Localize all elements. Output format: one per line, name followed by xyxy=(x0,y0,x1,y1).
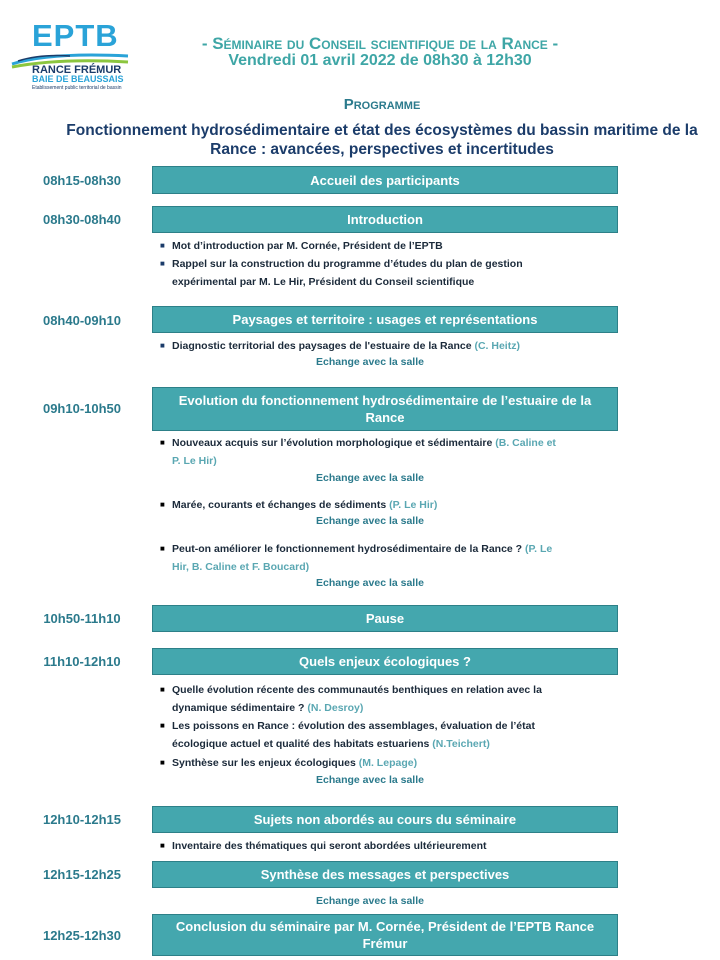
bullet-icon: ■ xyxy=(160,758,165,767)
seminar-title: - Séminaire du Conseil scientifique de la Rance - xyxy=(201,34,559,53)
session-time: 08h40-09h10 xyxy=(42,313,122,328)
session-time: 08h15-08h30 xyxy=(42,173,122,188)
bullet-icon: ■ xyxy=(160,341,165,350)
echange-label: Echange avec la salle xyxy=(316,472,424,484)
list-item-continuation: expérimental par M. Le Hir, Président du Conseil scientifique xyxy=(172,276,475,288)
session-time: 12h10-12h15 xyxy=(42,812,122,827)
list-item: ■ Synthèse sur les enjeux écologiques (M. Lepage) xyxy=(172,754,612,772)
list-item: ■ Marée, courants et échanges de sédiments (P. Le Hir) xyxy=(172,496,612,514)
list-item: ■ Quelle évolution récente des communautés benthiques en relation avec la xyxy=(172,681,612,699)
list-item: ■ Rappel sur la construction du programme d’études du plan de gestion xyxy=(172,255,602,273)
session-time: 10h50-11h10 xyxy=(43,611,121,626)
list-item-continuation: Hir, B. Caline et F. Boucard) xyxy=(172,561,310,573)
session-title-box: Accueil des participants xyxy=(152,166,618,194)
session-title-box: Pause xyxy=(152,605,618,632)
bullet-icon: ■ xyxy=(160,721,165,730)
list-item: ■ Inventaire des thématiques qui seront abordées ultérieurement xyxy=(172,837,612,855)
session-title-box: Introduction xyxy=(152,206,618,233)
session-time: 12h15-12h25 xyxy=(42,867,122,882)
list-item: ■ Peut-on améliorer le fonctionnement hydrosédimentaire de la Rance ? (P. Le xyxy=(172,540,617,558)
session-time: 12h25-12h30 xyxy=(42,928,122,943)
list-item: ■ Diagnostic territorial des paysages de l'estuaire de la Rance (C. Heitz) xyxy=(172,337,602,355)
bullet-icon: ■ xyxy=(160,544,165,553)
bullet-icon: ■ xyxy=(160,841,165,850)
list-item-continuation: écologique actuel et qualité des habitats estuariens (N.Teichert) xyxy=(172,738,490,750)
echange-label: Echange avec la salle xyxy=(316,774,424,786)
list-item: ■ Les poissons en Rance : évolution des assemblages, évaluation de l’état xyxy=(172,717,612,735)
list-item-continuation: P. Le Hir) xyxy=(172,455,217,467)
echange-label: Echange avec la salle xyxy=(316,356,424,368)
session-time: 08h30-08h40 xyxy=(42,212,122,227)
session-time: 09h10-10h50 xyxy=(42,401,122,416)
list-item-continuation: dynamique sédimentaire ? (N. Desroy) xyxy=(172,702,364,714)
list-item: ■ Nouveaux acquis sur l’évolution morphologique et sédimentaire (B. Caline et xyxy=(172,434,612,452)
list-item: ■ Mot d’introduction par M. Cornée, Président de l’EPTB xyxy=(172,237,602,255)
bullet-icon: ■ xyxy=(160,500,165,509)
programme-heading: Programme xyxy=(343,96,421,113)
echange-label: Echange avec la salle xyxy=(316,515,424,527)
echange-label: Echange avec la salle xyxy=(316,895,424,907)
seminar-date: Vendredi 01 avril 2022 de 08h30 à 12h30 xyxy=(228,52,532,69)
seminar-theme: Fonctionnement hydrosédimentaire et état des écosystèmes du bassin maritime de la Rance : avancées, perspectives et incertitudes xyxy=(66,122,698,158)
session-title-box: Quels enjeux écologiques ? xyxy=(152,648,618,675)
session-time: 11h10-12h10 xyxy=(43,654,121,669)
session-title-box: Conclusion du séminaire par M. Cornée, Président de l’EPTB Rance Frémur xyxy=(152,914,618,956)
bullet-icon: ■ xyxy=(160,241,165,250)
bullet-icon: ■ xyxy=(160,259,165,268)
session-title-box: Evolution du fonctionnement hydrosédimentaire de l’estuaire de la Rance xyxy=(152,387,618,431)
logo-line-rance: RANCE FRÉMUR xyxy=(32,64,122,76)
logo-line-epic: Etablissement public territorial de bassin xyxy=(32,85,122,91)
bullet-icon: ■ xyxy=(160,685,165,694)
logo-brand: EPTB xyxy=(32,18,119,53)
echange-label: Echange avec la salle xyxy=(316,577,424,589)
session-title-box: Synthèse des messages et perspectives xyxy=(152,861,618,888)
logo-line-baie: BAIE DE BEAUSSAIS xyxy=(32,74,124,84)
bullet-icon: ■ xyxy=(160,438,165,447)
session-title-box: Paysages et territoire : usages et représentations xyxy=(152,306,618,333)
session-title-box: Sujets non abordés au cours du séminaire xyxy=(152,806,618,833)
